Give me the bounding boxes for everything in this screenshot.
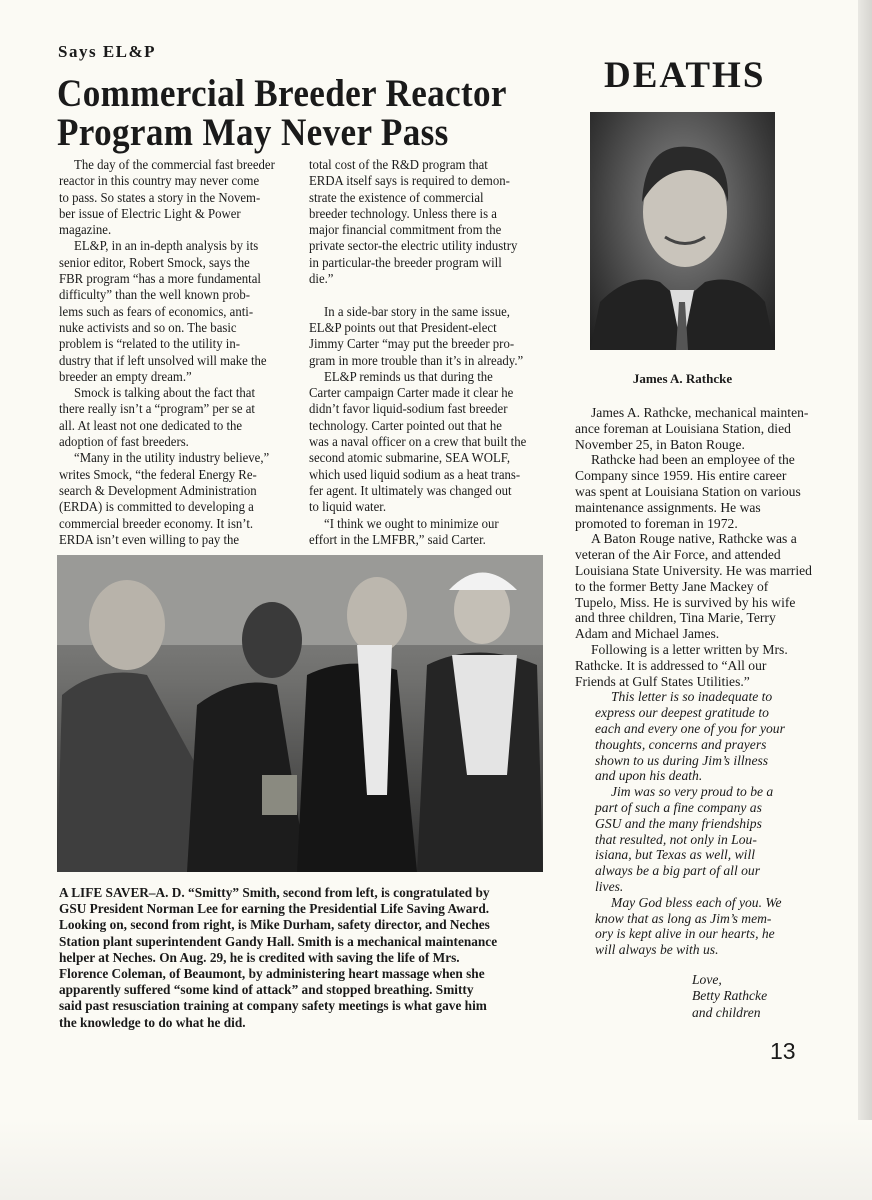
text-line: Rathcke had been an employee of the — [591, 452, 795, 468]
text-line: was spent at Louisiana Station on various — [575, 483, 801, 499]
text-line: and three children, Tina Marie, Terry — [575, 610, 776, 626]
text-line: fer agent. It ultimately was changed out — [309, 482, 512, 498]
page-number: 13 — [770, 1038, 796, 1064]
text-line: the knowledge to do what he did. — [59, 1014, 246, 1030]
text-line: in particular-the breeder program will — [309, 254, 502, 270]
text-line: effort in the LMFBR,” said Carter. — [309, 531, 486, 547]
text-line: magazine. — [59, 222, 112, 238]
article-kicker: Says EL&P — [58, 42, 157, 61]
text-line: “I think we ought to minimize our — [324, 515, 499, 531]
text-line — [309, 287, 526, 303]
text-line: to the former Betty Jane Mackey of — [575, 578, 769, 594]
text-line: die.” — [309, 271, 334, 287]
text-line: which used liquid sodium as a heat trans- — [309, 466, 521, 482]
text-line: gram in more trouble than it’s in already.” — [309, 352, 524, 368]
signature-line: Betty Rathcke — [692, 988, 768, 1004]
text-line: lems such as fears of economics, anti- — [59, 303, 254, 319]
text-line: to liquid water. — [309, 499, 387, 515]
article-column-2 — [309, 157, 526, 548]
text-line: A LIFE SAVER–A. D. “Smitty” Smith, second from left, is congratulated by — [59, 885, 490, 900]
text-line: Louisiana State University. He was married — [575, 562, 812, 578]
text-line: Friends at Gulf States Utilities.” — [575, 673, 750, 689]
text-line: was a naval officer on a crew that built the — [309, 434, 527, 450]
text-line: May God bless each of you. We — [611, 894, 782, 910]
text-line: veteran of the Air Force, and attended — [575, 547, 781, 563]
text-line: apparently suffered “some kind of attack” and stopped breathing. Smitty — [59, 982, 474, 998]
text-line: said past resusciation training at company safety meetings is what gave him — [59, 998, 487, 1014]
text-line: strate the existence of commercial — [309, 189, 484, 205]
text-line: Florence Coleman, of Beaumont, by administering heart massage when she — [59, 966, 485, 982]
text-line: part of such a fine company as — [595, 799, 762, 815]
text-line: and upon his death. — [595, 768, 703, 784]
portrait-caption: James A. Rathcke — [632, 371, 733, 386]
text-line: In a side-bar story in the same issue, — [324, 303, 510, 319]
text-line: ory is kept alive in our hearts, he — [595, 926, 775, 942]
text-line: Tupelo, Miss. He is survived by his wife — [575, 594, 796, 610]
headline-line: Program May Never Pass — [57, 111, 449, 154]
text-line: Jim was so very proud to be a — [611, 784, 774, 800]
text-line: Following is a letter written by Mrs. — [591, 641, 788, 657]
text-line: James A. Rathcke, mechanical mainten- — [591, 405, 809, 420]
text-line: GSU and the many friendships — [595, 815, 762, 831]
text-line: GSU President Norman Lee for earning the Presidential Life Saving Award. — [59, 901, 490, 917]
text-line: dustry that if left unsolved will make the — [59, 352, 267, 368]
text-line: private sector-the electric utility industry — [309, 238, 518, 254]
text-line: EL&P reminds us that during the — [324, 368, 493, 384]
text-line: nuke activists and so on. The basic — [59, 319, 237, 335]
text-line: breeder an empty dream.” — [59, 368, 192, 384]
text-line: helper at Neches. On Aug. 29, he is credited with saving the life of Mrs. — [59, 949, 460, 965]
text-line: EL&P, in an in-depth analysis by its — [74, 238, 259, 254]
portrait-photo — [590, 112, 775, 350]
award-photo — [57, 555, 543, 872]
deaths-heading: DEATHS — [604, 55, 766, 96]
text-line: The day of the commercial fast breeder — [74, 157, 275, 172]
letter-signature — [692, 972, 767, 1021]
signature-line: Love, — [692, 972, 722, 987]
text-line: commercial breeder economy. It isn’t. — [59, 515, 254, 531]
text-line: promoted to foreman in 1972. — [575, 515, 738, 531]
group-photo-figures-icon — [57, 555, 543, 872]
text-line: that resulted, not only in Lou- — [595, 831, 757, 847]
text-line: breeder technology. Unless there is a — [309, 205, 497, 221]
text-line: Rathcke. It is addressed to “All our — [575, 657, 767, 673]
text-line: second atomic submarine, SEA WOLF, — [309, 450, 511, 466]
text-line: This letter is so inadequate to — [611, 689, 773, 705]
text-line: problem is “related to the utility in- — [59, 336, 240, 352]
text-line: ber issue of Electric Light & Power — [59, 205, 241, 221]
text-line: search & Development Administration — [59, 482, 257, 498]
text-line: will always be with us. — [595, 942, 719, 958]
text-line: maintenance assignments. He was — [575, 499, 761, 515]
text-line: November 25, in Baton Rouge. — [575, 436, 745, 452]
text-line: major financial commitment from the — [309, 222, 502, 238]
text-line: there really isn’t a “program” per se at — [59, 401, 255, 417]
article-column-1 — [59, 157, 275, 548]
text-line: express our deepest gratitude to — [595, 705, 769, 721]
text-line: senior editor, Robert Smock, says the — [59, 254, 250, 270]
text-line: Carter campaign Carter made it clear he — [309, 385, 514, 401]
text-line: “Many in the utility industry believe,” — [74, 450, 270, 466]
text-line: all. At least not one dedicated to the — [59, 417, 243, 433]
text-line: always be a big part of all our — [595, 863, 761, 879]
text-line: ERDA isn’t even willing to pay the — [59, 531, 240, 547]
text-line: Smock is talking about the fact that — [74, 385, 256, 401]
signature-line: and children — [692, 1004, 761, 1020]
text-line: Adam and Michael James. — [575, 626, 720, 642]
text-line: A Baton Rouge native, Rathcke was a — [591, 531, 797, 547]
text-line: ance foreman at Louisiana Station, died — [575, 420, 791, 436]
page-edge-shadow — [858, 0, 872, 1200]
text-line: EL&P points out that President-elect — [309, 319, 497, 335]
article-headline — [57, 74, 507, 152]
text-line: Looking on, second from right, is Mike Durham, safety director, and Neches — [59, 917, 490, 933]
obituary-text — [575, 405, 812, 958]
page-bottom-margin — [0, 1120, 872, 1200]
text-line: each and every one of you for your — [595, 720, 785, 736]
portrait-figure-icon — [590, 112, 775, 350]
text-line: (ERDA) is committed to developing a — [59, 499, 254, 515]
text-line: technology. Carter pointed out that he — [309, 417, 502, 433]
photo-caption — [59, 885, 497, 1031]
text-line: Company since 1959. His entire career — [575, 468, 787, 484]
text-line: ERDA itself says is required to demon- — [309, 173, 510, 189]
text-line: difficulty” than the well known prob- — [59, 287, 251, 303]
text-line: reactor in this country may never come — [59, 173, 260, 189]
text-line: didn’t favor liquid-sodium fast breeder — [309, 401, 508, 417]
text-line: isiana, but Texas as well, will — [595, 847, 755, 863]
text-line: Station plant superintendent Gandy Hall. Smith is a mechanical maintenance — [59, 933, 498, 949]
text-line: thoughts, concerns and prayers — [595, 736, 767, 752]
headline-line: Commercial Breeder Reactor — [57, 72, 507, 115]
text-line: writes Smock, “the federal Energy Re- — [59, 466, 257, 482]
text-line: total cost of the R&D program that — [309, 157, 488, 172]
text-line: know that as long as Jim’s mem- — [595, 910, 772, 926]
text-line: Jimmy Carter “may put the breeder pro- — [309, 336, 515, 352]
text-line: shown to us during Jim’s illness — [595, 752, 769, 768]
text-line: lives. — [595, 878, 624, 894]
text-line: adoption of fast breeders. — [59, 434, 189, 450]
text-line: to pass. So states a story in the Novem- — [59, 189, 261, 205]
text-line: FBR program “has a more fundamental — [59, 271, 261, 287]
